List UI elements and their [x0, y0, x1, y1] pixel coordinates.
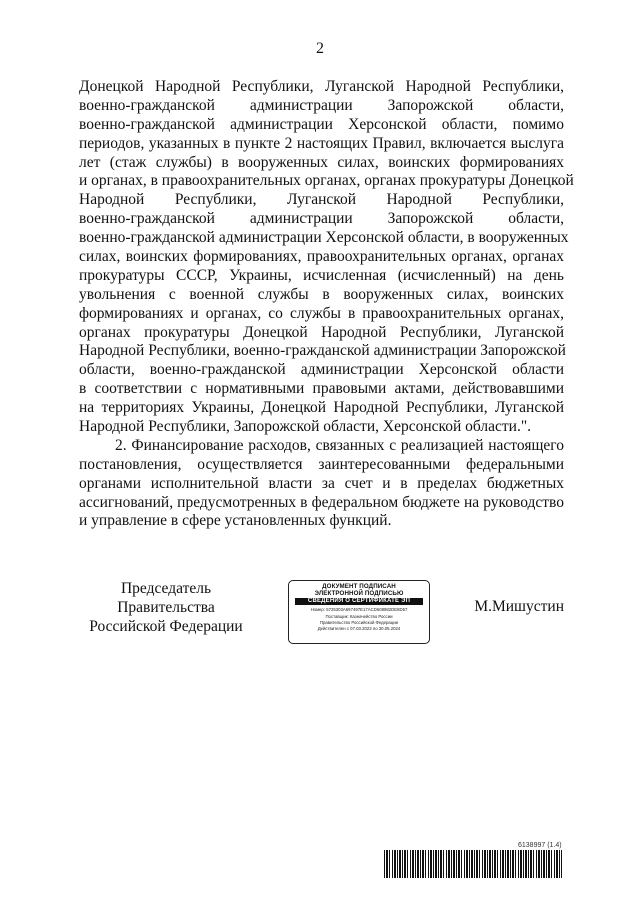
- stamp-header: СВЕДЕНИЯ О СЕРТИФИКАТЕ ЭП: [295, 598, 423, 605]
- barcode: [384, 850, 562, 878]
- signer-name: М.Мишустин: [474, 598, 564, 615]
- body-line: увольнения с военной службы в вооруженных силах, воинских: [79, 285, 564, 303]
- body-line: лет (стаж службы) в вооруженных силах, воинских формированиях: [79, 153, 564, 171]
- body-line: на территориях Украины, Донецкой Народной Республики, Луганской: [79, 399, 564, 417]
- body-line: и управление в сфере установленных функций.: [79, 512, 392, 530]
- signer-position: [76, 579, 256, 636]
- body-line: военно-гражданской администрации Херсонской области, помимо: [79, 115, 564, 133]
- body-line: Народной Республики, военно-гражданской администрации Запорожской: [79, 342, 566, 360]
- signer-position-line: Российской Федерации: [89, 618, 243, 635]
- stamp-certificate-number: Номер: 5725303A697497E17ACD608982DE8D57: [310, 607, 408, 613]
- body-line: Народной Республики, Запорожской области, Херсонской области.".: [79, 418, 532, 436]
- stamp-owner: Правительство Российской Федерации: [319, 619, 399, 625]
- body-line: военно-гражданской администрации Херсонской области, в вооруженных: [79, 229, 569, 247]
- body-line: в соответствии с нормативными правовыми актами, действовавшими: [79, 380, 564, 398]
- body-line: военно-гражданской администрации Запорожской области,: [79, 96, 564, 114]
- body-line: 2. Финансирование расходов, связанных с реализацией настоящего: [115, 436, 564, 454]
- body-line: ассигнований, предусмотренных в федеральном бюджете на руководство: [79, 493, 564, 511]
- body-line: постановления, осуществляется заинтересованными федеральными: [79, 455, 564, 473]
- body-line: военно-гражданской администрации Запорожской области,: [79, 210, 564, 228]
- body-line: органами исполнительной власти за счет и в пределах бюджетных: [79, 474, 564, 492]
- document-code: 6138997 (1.4): [518, 842, 562, 849]
- body-line: Донецкой Народной Республики, Луганской Народной Республики,: [79, 78, 564, 95]
- stamp-title: ЭЛЕКТРОННОЙ ПОДПИСЬЮ: [314, 590, 404, 598]
- body-line: прокуратуры СССР, Украины, исчисленная (исчисленный) на день: [79, 266, 564, 284]
- body-line: формированиях и органах, со службы в правоохранительных органах,: [79, 304, 564, 322]
- page-number: 2: [316, 40, 324, 57]
- body-line: периодов, указанных в пункте 2 настоящих Правил, включается выслуга: [79, 134, 564, 152]
- electronic-signature-stamp: [288, 580, 430, 644]
- body-line: силах, воинских формированиях, правоохранительных органах, органах: [79, 248, 564, 266]
- stamp-validity: Действителен с 07.03.2023 по 30.05.2024: [317, 626, 401, 632]
- body-line: Народной Республики, Луганской Народной Республики,: [79, 191, 564, 209]
- body-line: органах прокуратуры Донецкой Народной Республики, Луганской: [79, 323, 564, 341]
- stamp-issuer: Поставщик: Казначейство России: [325, 613, 393, 619]
- signer-position-line: Председатель Правительства: [117, 580, 215, 616]
- body-line: и органах, в правоохранительных органах, органах прокуратуры Донецкой: [79, 172, 574, 190]
- body-line: области, военно-гражданской администрации Херсонской области: [79, 361, 564, 379]
- stamp-title: ДОКУМЕНТ ПОДПИСАН: [322, 583, 396, 590]
- document-body: [79, 78, 574, 531]
